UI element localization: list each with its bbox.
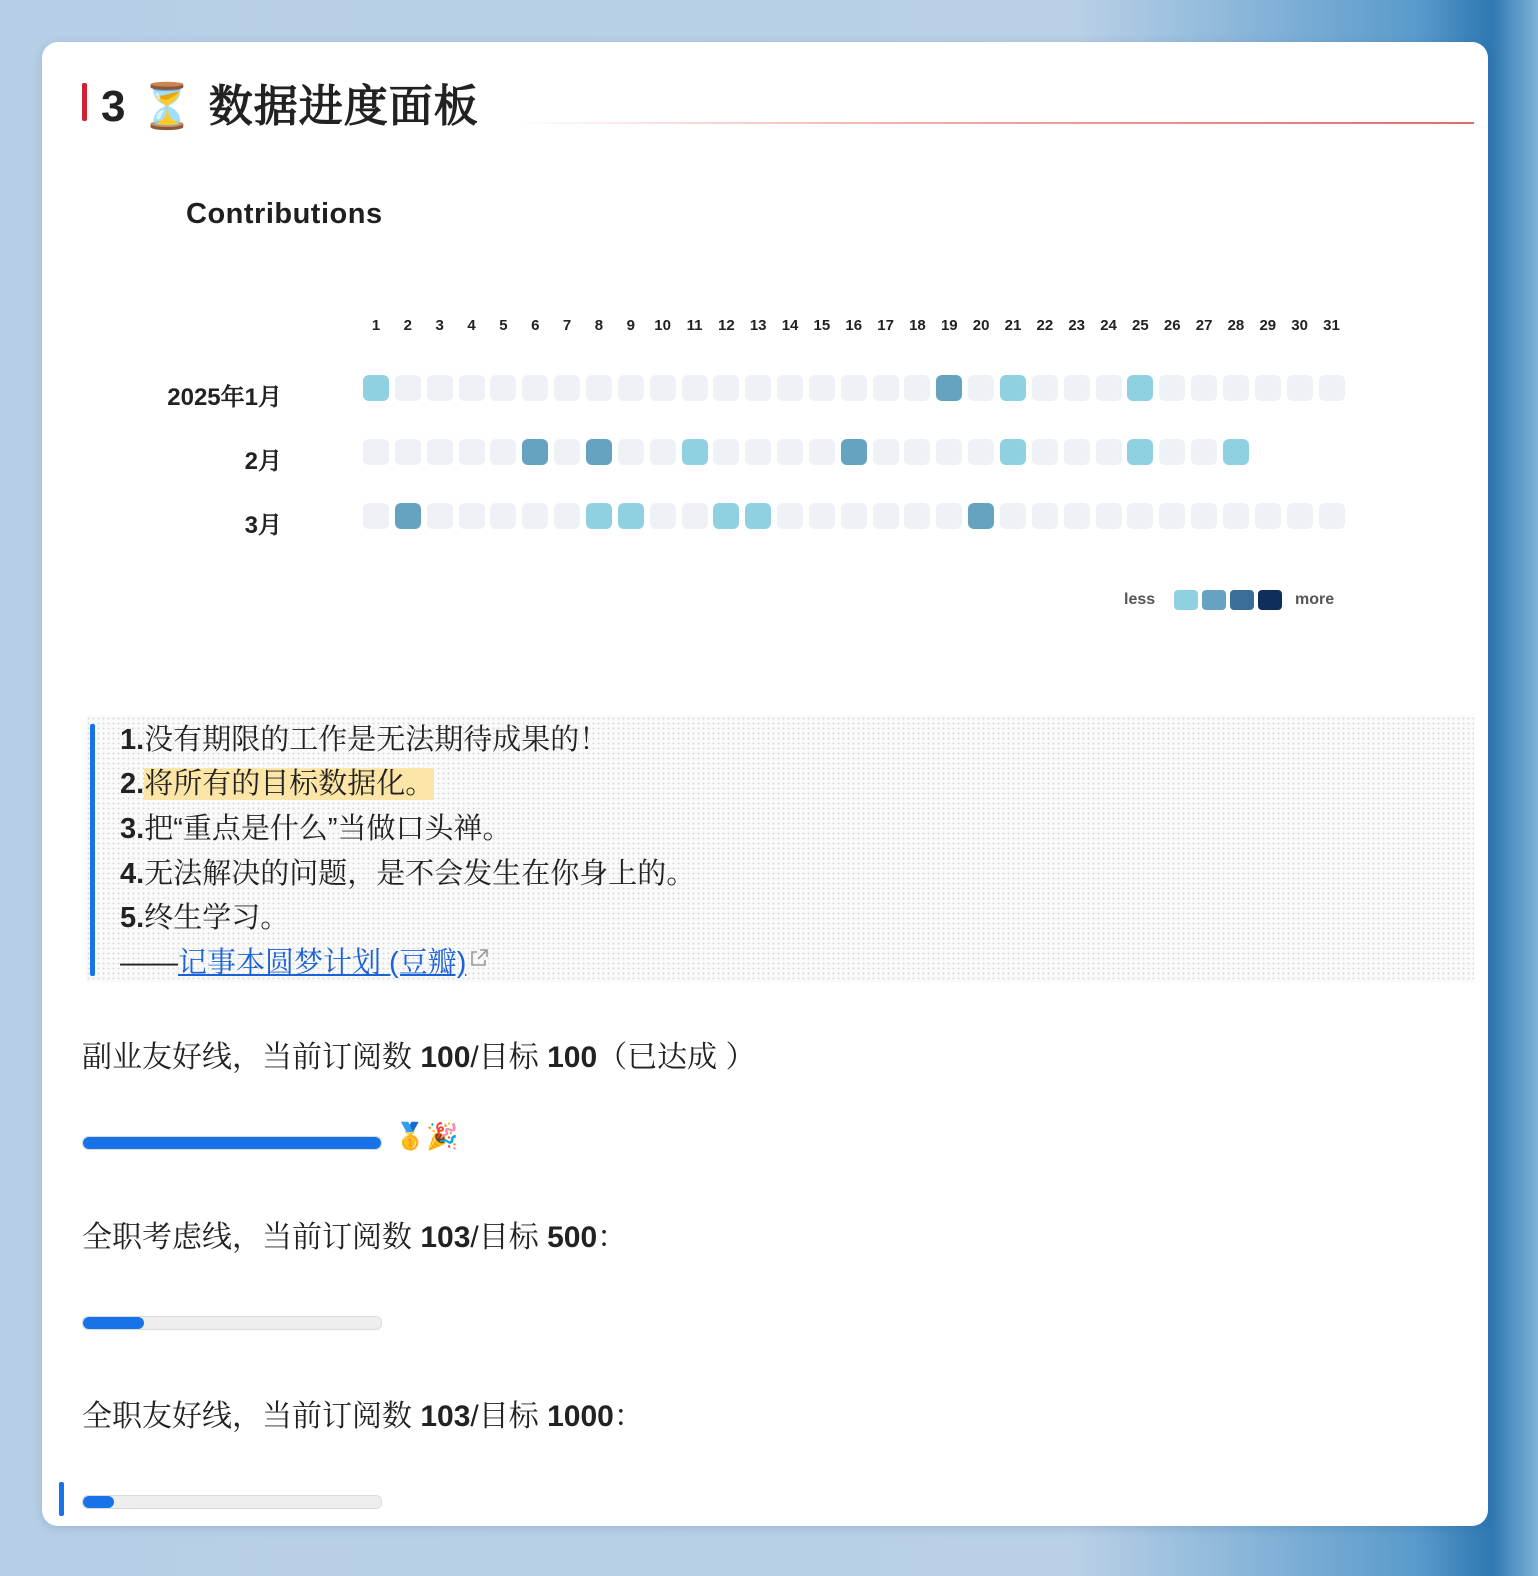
progress-bar-3 (82, 1495, 382, 1509)
heading-divider (512, 122, 1474, 124)
legend-more-label: more (1295, 591, 1335, 608)
quote-text: 终生学习。 (144, 902, 290, 934)
heatmap-cell[interactable] (1159, 375, 1185, 401)
medal-party-icon: 🥇🎉 (394, 1122, 459, 1152)
day-label: 11 (686, 317, 703, 334)
heatmap-cell[interactable] (363, 439, 389, 465)
heatmap-cell[interactable] (427, 503, 453, 529)
heatmap-cell[interactable] (427, 439, 453, 465)
quote-text-highlighted: 将所有的目标数据化。 (144, 768, 435, 800)
heatmap-cell[interactable] (459, 503, 485, 529)
day-label: 29 (1259, 317, 1277, 334)
day-label: 9 (626, 317, 635, 334)
heatmap-cell[interactable] (936, 503, 962, 529)
legend-less-label: less (1124, 591, 1156, 608)
heatmap-cell[interactable] (682, 503, 708, 529)
progress-text-2 (82, 1212, 627, 1256)
progress-target: 1000 (547, 1400, 614, 1433)
heatmap-cell[interactable] (1096, 503, 1122, 529)
heatmap-cell[interactable] (1255, 503, 1281, 529)
quote-line-1 (120, 720, 608, 760)
heatmap-cell[interactable] (618, 503, 644, 529)
heatmap-cell[interactable] (1096, 439, 1122, 465)
heatmap-cell[interactable] (395, 503, 421, 529)
progress-bar-fill (83, 1137, 381, 1149)
progress-suffix: （已达成 ） (597, 1041, 756, 1074)
legend-swatch-1 (1174, 590, 1198, 610)
progress-current: 100 (420, 1041, 471, 1074)
quote-accent-bar (90, 724, 95, 976)
quote-source (120, 943, 490, 983)
heatmap-cell[interactable] (1096, 375, 1122, 401)
heatmap-cell[interactable] (363, 375, 389, 401)
day-label: 30 (1291, 317, 1308, 334)
heatmap-cell[interactable] (1064, 503, 1090, 529)
progress-text-1 (82, 1032, 755, 1076)
month-label: 2025年1月 (167, 384, 282, 411)
heatmap-cell[interactable] (395, 375, 421, 401)
day-label: 12 (718, 317, 735, 334)
heatmap-cell[interactable] (1127, 503, 1153, 529)
heatmap-cell[interactable] (809, 503, 835, 529)
day-label: 16 (845, 317, 863, 334)
heatmap-cell[interactable] (522, 503, 548, 529)
day-label: 18 (909, 317, 926, 334)
heatmap-cell[interactable] (1127, 375, 1153, 401)
progress-current: 103 (420, 1221, 471, 1254)
quote-text: 无法解决的问题，是不会发生在你身上的。 (144, 858, 696, 890)
day-label: 4 (467, 317, 476, 334)
heatmap-cell[interactable] (809, 439, 835, 465)
heatmap-cell[interactable] (1287, 375, 1313, 401)
heatmap-cell[interactable] (395, 439, 421, 465)
heatmap-cell[interactable] (1159, 439, 1185, 465)
progress-sep: /目标 (470, 1221, 548, 1254)
heatmap-cell[interactable] (554, 375, 580, 401)
heatmap-cell[interactable] (586, 439, 612, 465)
heatmap-cell[interactable] (1064, 375, 1090, 401)
heatmap-cell[interactable] (1191, 439, 1217, 465)
page-title: 3 ⏳ 数据进度面板 (101, 82, 479, 131)
heatmap-cell[interactable] (1000, 439, 1026, 465)
progress-bar-1 (82, 1136, 382, 1150)
external-link-icon[interactable] (468, 947, 490, 969)
heatmap-cell[interactable] (777, 439, 803, 465)
contributions-title: Contributions (186, 198, 383, 230)
heatmap-cell[interactable] (554, 439, 580, 465)
quote-line-5 (120, 898, 289, 938)
section-heading (82, 72, 479, 132)
day-label: 1 (371, 317, 381, 334)
day-label: 20 (972, 317, 990, 334)
heatmap-cell[interactable] (490, 439, 516, 465)
quote-num: 2. (120, 768, 145, 800)
scroll-marker (59, 1482, 64, 1516)
progress-bar-fill (83, 1496, 114, 1508)
day-label: 14 (781, 317, 799, 334)
heatmap-cell[interactable] (777, 503, 803, 529)
quote-text: 没有期限的工作是无法期待成果的！ (144, 724, 609, 756)
heatmap-cell[interactable] (968, 439, 994, 465)
progress-target: 500 (547, 1221, 598, 1254)
heatmap-cell[interactable] (904, 439, 930, 465)
heatmap-cell[interactable] (841, 439, 867, 465)
heatmap-cell[interactable] (1255, 375, 1281, 401)
legend-swatch-4 (1258, 590, 1282, 610)
progress-target: 100 (547, 1041, 598, 1074)
day-label: 22 (1036, 317, 1054, 334)
quote-num: 4. (120, 858, 145, 890)
heatmap-cell[interactable] (841, 375, 867, 401)
progress-bar-fill (83, 1317, 144, 1329)
quote-line-3 (120, 809, 512, 849)
day-label: 31 (1323, 317, 1340, 334)
heatmap-cell[interactable] (1191, 375, 1217, 401)
day-label: 8 (594, 317, 604, 334)
day-label: 13 (749, 317, 767, 334)
heatmap-cell[interactable] (682, 375, 708, 401)
progress-sep: /目标 (470, 1400, 548, 1433)
progress-bar-2 (82, 1316, 382, 1330)
heatmap-cell[interactable] (968, 375, 994, 401)
legend-swatch-2 (1202, 590, 1226, 610)
day-label: 2 (403, 317, 413, 334)
heatmap-cell[interactable] (1032, 375, 1058, 401)
heatmap-cell[interactable] (490, 503, 516, 529)
day-label: 5 (499, 317, 508, 334)
heatmap-cell[interactable] (363, 503, 389, 529)
heatmap-cell[interactable] (809, 375, 835, 401)
heatmap-cell[interactable] (522, 375, 548, 401)
dashboard-card (42, 42, 1488, 1526)
progress-prefix: 副业友好线，当前订阅数 (82, 1041, 421, 1074)
heatmap-cell[interactable] (936, 439, 962, 465)
heatmap-cell[interactable] (1287, 503, 1313, 529)
heatmap-cell[interactable] (1223, 439, 1249, 465)
heatmap-cell[interactable] (650, 503, 676, 529)
day-label: 28 (1227, 317, 1245, 334)
heatmap-cell[interactable] (745, 375, 771, 401)
day-label: 27 (1195, 317, 1213, 334)
heatmap-cell[interactable] (745, 439, 771, 465)
heatmap-cell[interactable] (650, 439, 676, 465)
heatmap-cell[interactable] (1223, 375, 1249, 401)
heatmap-cell[interactable] (873, 439, 899, 465)
heatmap-cell[interactable] (522, 439, 548, 465)
day-label: 10 (654, 317, 671, 334)
heatmap-cell[interactable] (618, 439, 644, 465)
day-label: 23 (1068, 317, 1086, 334)
heatmap-cell[interactable] (586, 503, 612, 529)
progress-sep: /目标 (470, 1041, 548, 1074)
progress-text-3 (82, 1391, 644, 1435)
heatmap-cell[interactable] (554, 503, 580, 529)
heatmap-cell[interactable] (1032, 503, 1058, 529)
heatmap-cell[interactable] (1000, 503, 1026, 529)
quote-block (86, 716, 1474, 982)
day-label: 19 (940, 317, 958, 334)
heatmap-cell[interactable] (459, 375, 485, 401)
quote-text: 把“重点是什么”当做口头禅。 (144, 813, 512, 845)
heatmap-legend (1124, 590, 1384, 612)
day-label: 3 (435, 317, 444, 334)
heatmap-cell[interactable] (745, 503, 771, 529)
heatmap-cell[interactable] (777, 375, 803, 401)
heatmap-cell[interactable] (873, 375, 899, 401)
day-label: 25 (1132, 317, 1149, 334)
progress-current: 103 (420, 1400, 471, 1433)
heatmap-cell[interactable] (1319, 503, 1345, 529)
heatmap-cell[interactable] (1032, 439, 1058, 465)
heatmap-cell[interactable] (459, 439, 485, 465)
heatmap-cell[interactable] (936, 375, 962, 401)
heatmap-cell[interactable] (1064, 439, 1090, 465)
heatmap-cell[interactable] (841, 503, 867, 529)
quote-source-link[interactable]: 记事本圆梦计划 (豆瓣) (178, 947, 467, 979)
heatmap-cell[interactable] (1000, 375, 1026, 401)
heading-accent-bar (82, 83, 87, 121)
heatmap-cell[interactable] (713, 375, 739, 401)
heatmap-cell[interactable] (427, 375, 453, 401)
heatmap-cell[interactable] (1319, 375, 1345, 401)
day-label: 6 (531, 317, 540, 334)
quote-source-prefix: —— (120, 947, 178, 979)
heatmap-cell[interactable] (904, 503, 930, 529)
day-label: 26 (1163, 317, 1181, 334)
quote-line-4 (120, 854, 695, 894)
progress-suffix: ： (613, 1400, 644, 1433)
day-label: 17 (877, 317, 894, 334)
heatmap-cell[interactable] (1127, 439, 1153, 465)
quote-num: 3. (120, 813, 145, 845)
heatmap-cell[interactable] (713, 503, 739, 529)
heatmap-cell[interactable] (650, 375, 676, 401)
progress-prefix: 全职友好线，当前订阅数 (82, 1400, 421, 1433)
heatmap-cell[interactable] (586, 375, 612, 401)
quote-num: 5. (120, 902, 145, 934)
day-label: 7 (562, 317, 572, 334)
progress-prefix: 全职考虑线，当前订阅数 (82, 1221, 421, 1254)
heatmap-cell[interactable] (873, 503, 899, 529)
day-label: 21 (1004, 317, 1022, 334)
heatmap-cell[interactable] (682, 439, 708, 465)
heatmap-cell[interactable] (904, 375, 930, 401)
heatmap-cell[interactable] (618, 375, 644, 401)
progress-suffix: ： (597, 1221, 628, 1254)
day-label: 15 (813, 317, 831, 334)
month-label: 3月 (244, 512, 282, 539)
month-label: 2月 (244, 448, 282, 475)
heatmap-cell[interactable] (1191, 503, 1217, 529)
heatmap-cell[interactable] (490, 375, 516, 401)
heatmap-cell[interactable] (968, 503, 994, 529)
legend-swatch-3 (1230, 590, 1254, 610)
quote-num: 1. (120, 724, 145, 756)
day-label: 24 (1100, 317, 1117, 334)
heatmap-cell[interactable] (1223, 503, 1249, 529)
heatmap-cell[interactable] (1159, 503, 1185, 529)
heatmap-cell[interactable] (713, 439, 739, 465)
quote-line-2 (120, 764, 434, 804)
